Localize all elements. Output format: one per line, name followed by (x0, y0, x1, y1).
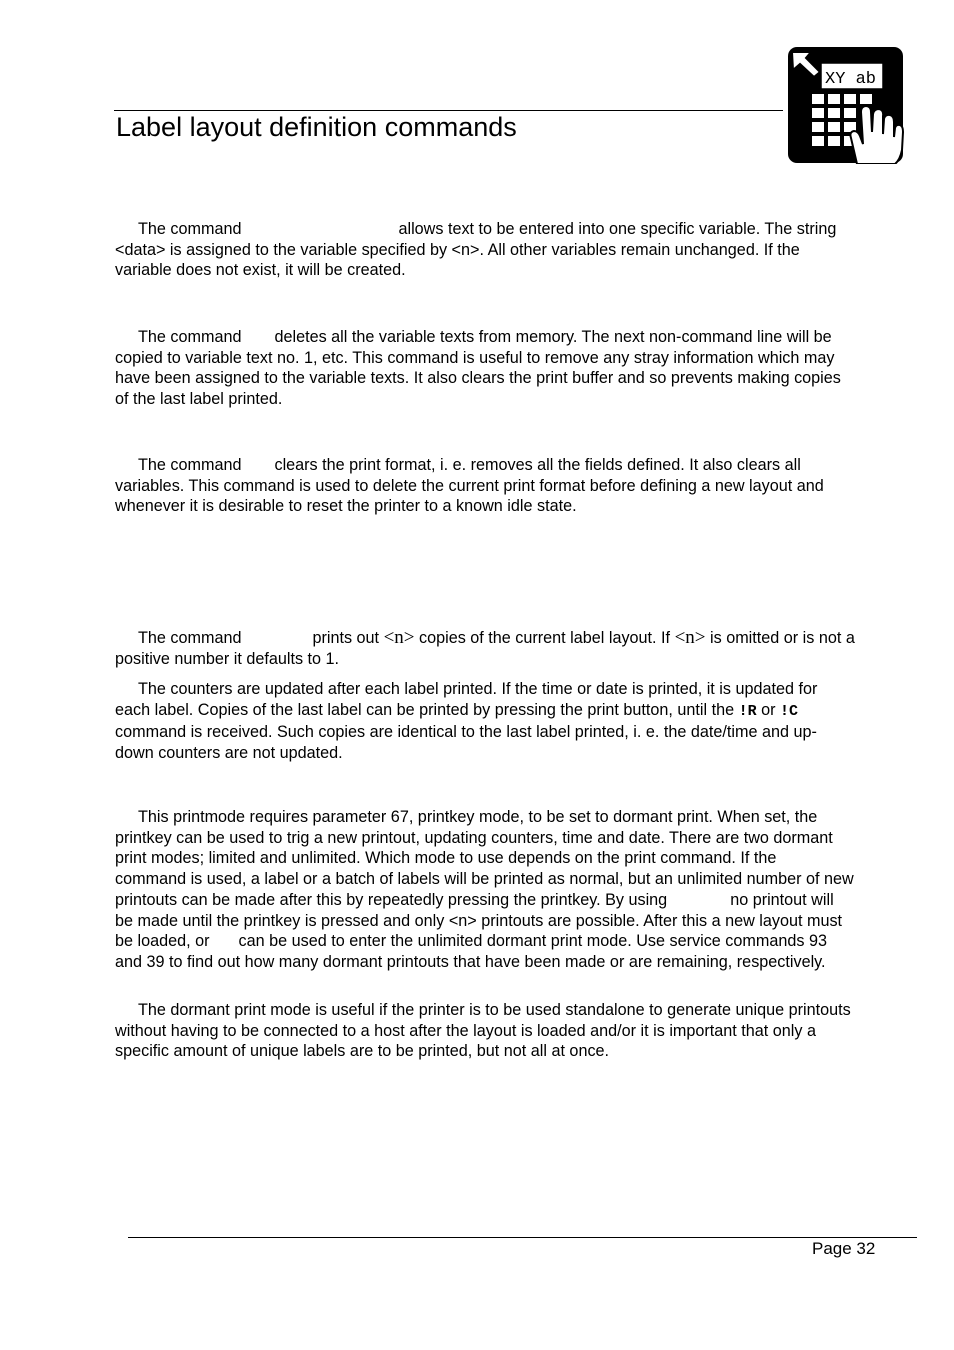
command-code: !R (738, 702, 757, 720)
page-number: Page 32 (812, 1239, 876, 1258)
print-p2-text-1: The counters are updated after each label printed. If the time or date is printed, it is updated for each label. Copies of the last label can be printed by pressing the print button, until the (115, 680, 818, 719)
clear-format-paragraph (115, 455, 855, 517)
print-p2-text-2: or (761, 700, 776, 719)
set-variable-paragraph (115, 219, 855, 281)
dormant-p2-text: The dormant print mode is useful if the printer is to be used standalone to generate unique printouts without having to be connected to a host after the layout is loaded and/or it is important that only a specific amount of unique labels are to be printed, but not all at once. (115, 1001, 851, 1061)
calculator-hand-logo (787, 46, 904, 164)
print-lead: The command (138, 629, 242, 647)
dormant-paragraph-1 (115, 807, 855, 973)
clear-variables-paragraph (115, 327, 855, 410)
header-rule (114, 110, 783, 111)
page-title: Label layout definition commands (116, 112, 517, 142)
command-code: !C (780, 702, 799, 720)
set-variable-lead: The command (138, 220, 242, 238)
dormant-text-1: This printmode requires parameter 67, printkey mode, to be set to dormant print. When set, the printkey can be used to trig a new printout, updating counters, time and date. There are two dormant print modes; limited and unlimited. Which mode to use depends on the print command. If the (115, 808, 833, 868)
print-text-2: copies of the current label layout. If (419, 629, 671, 647)
dormant-text-4: can be used to enter the unlimited dormant print mode. Use service commands 93 and 39 to find out how many dormant printouts that have been made or are remaining, respectively. (115, 932, 827, 971)
dormant-text-2: command is used, a label or a batch of labels will be printed as normal, but an unlimited number of new printouts can be made after this by repeatedly pressing the printkey. By using (115, 870, 854, 909)
print-paragraph-2 (115, 679, 855, 764)
footer-rule (128, 1237, 917, 1238)
clear-variables-text: deletes all the variable texts from memory. The next non-command line will be copied to variable text no. 1, etc. This command is useful to remove any stray information which may have been assigned to the variable texts. It also clears the print buffer and so prevents making copies of the last label printed. (115, 328, 841, 409)
clear-variables-lead: The command (138, 328, 242, 346)
set-variable-text: allows text to be entered into one specific variable. The string <data> is assigned to the variable specified by <n>. All other variables remain unchanged. If the variable does not exist, it will be created. (115, 220, 837, 280)
dormant-paragraph-2 (115, 1000, 855, 1062)
print-text-1: prints out (312, 629, 380, 647)
param-n: <n> (674, 627, 706, 648)
clear-format-lead: The command (138, 456, 242, 474)
print-paragraph-1 (115, 628, 855, 669)
print-p2-text-3: command is received. Such copies are identical to the last label printed, i. e. the date/time and up-down counters are not updated. (115, 723, 817, 763)
param-n: <n> (383, 627, 415, 648)
dormant-text-3: no printout will be made until the printkey is pressed and only <n> printouts are possible. After this a new layout must be loaded, or (115, 890, 843, 951)
clear-format-text: clears the print format, i. e. removes all the fields defined. It also clears all variables. This command is used to delete the current print format before defining a new layout and whenever it is desirable to reset the printer to a known idle state. (115, 456, 824, 516)
logo-text: XY ab (825, 70, 877, 89)
print-text-3: is omitted or is not a positive number it defaults to 1. (115, 629, 855, 668)
